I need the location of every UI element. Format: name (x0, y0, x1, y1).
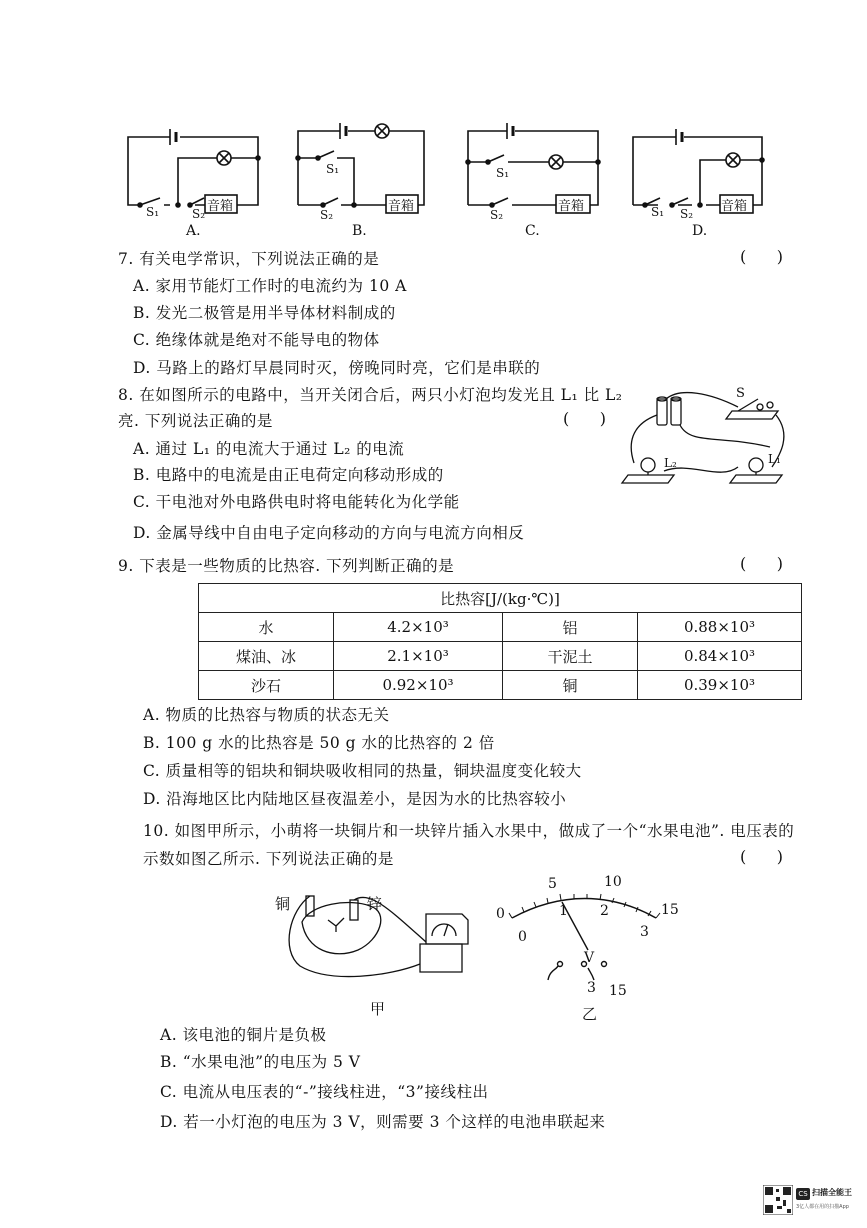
q8-option-a: A. 通过 L₁ 的电流大于通过 L₂ 的电流 (133, 440, 405, 458)
q7-option-d: D. 马路上的路灯早晨同时灭，傍晚同时亮，它们是串联的 (133, 359, 541, 377)
table-cell: 沙石 (199, 671, 334, 700)
q9-stem: 9. 下表是一些物质的比热容. 下列判断正确的是 (118, 557, 455, 575)
table-row (199, 613, 802, 642)
table-header: 比热容[J/(kg·℃)] (199, 584, 802, 613)
table-cell: 煤油、冰 (199, 642, 334, 671)
outer-scale-5: 5 (548, 876, 557, 892)
figure-jia-caption: 甲 (370, 1000, 386, 1018)
circuit-a-s2-label: S₂ (192, 207, 206, 221)
q7-stem: 7. 有关电学常识，下列说法正确的是 (118, 250, 380, 268)
circuit-c-s1-label: S₁ (496, 166, 510, 180)
q7-option-a: A. 家用节能灯工作时的电流约为 10 A (133, 277, 407, 295)
circuit-b-s2-label: S₂ (320, 208, 334, 222)
q7-option-c: C. 绝缘体就是绝对不能导电的物体 (133, 331, 380, 349)
q10-option-d: D. 若一小灯泡的电压为 3 V，则需要 3 个这样的电池串联起来 (160, 1113, 606, 1131)
q9-option-d: D. 沿海地区比内陆地区昼夜温差小，是因为水的比热容较小 (143, 790, 567, 808)
table-cell: 4.2×10³ (334, 613, 503, 642)
outer-scale-0: 0 (496, 906, 505, 922)
voltmeter-unit-label: V (584, 950, 595, 966)
q7-answer-paren: ( ) (740, 247, 783, 266)
circuit-a-label: A. (186, 223, 201, 239)
qr-code-icon (763, 1185, 793, 1215)
table-cell: 0.88×10³ (638, 613, 802, 642)
q7-option-b: B. 发光二极管是用半导体材料制成的 (133, 304, 396, 322)
q8-circuit-picture (620, 385, 790, 495)
circuit-d-s1-label: S₁ (651, 205, 665, 219)
table-cell: 2.1×10³ (334, 642, 503, 671)
q8-stem-line2: 亮. 下列说法正确的是 (118, 412, 273, 430)
q10-option-c: C. 电流从电压表的“-”接线柱进，“3”接线柱出 (160, 1083, 489, 1101)
circuit-d-speaker-label: 音箱 (721, 199, 748, 214)
table-cell: 干泥土 (503, 642, 638, 671)
circuit-b-speaker-label: 音箱 (388, 199, 415, 214)
circuit-c-label: C. (525, 223, 540, 239)
circuit-c-speaker-label: 音箱 (558, 199, 585, 214)
q8-lamp2-label: L₂ (664, 456, 677, 470)
q9-answer-paren: ( ) (740, 554, 783, 573)
table-cell: 0.39×10³ (638, 671, 802, 700)
outer-scale-10: 10 (604, 874, 622, 890)
scanner-subtitle: 3亿人都在用的扫描App (796, 1204, 849, 1210)
copper-label: 铜 (275, 895, 291, 913)
q10-option-a: A. 该电池的铜片是负极 (160, 1026, 327, 1044)
q8-option-c: C. 干电池对外电路供电时将电能转化为化学能 (133, 493, 460, 511)
q8-stem-line1: 8. 在如图所示的电路中，当开关闭合后，两只小灯泡均发光且 L₁ 比 L₂ (118, 386, 623, 404)
q10-stem-line2: 示数如图乙所示. 下列说法正确的是 (143, 850, 394, 868)
table-cell: 水 (199, 613, 334, 642)
table-header-row (199, 584, 802, 613)
inner-scale-3: 3 (640, 924, 649, 940)
specific-heat-table (198, 583, 802, 700)
voltmeter-dial-figure (500, 880, 700, 1010)
circuit-c-s2-label: S₂ (490, 208, 504, 222)
q8-option-d: D. 金属导线中自由电子定向移动的方向与电流方向相反 (133, 524, 525, 542)
table-cell: 铜 (503, 671, 638, 700)
q9-option-b: B. 100 g 水的比热容是 50 g 水的比热容的 2 倍 (143, 734, 495, 752)
circuit-b-label: B. (352, 223, 367, 239)
q10-stem-line1: 10. 如图甲所示，小萌将一块铜片和一块锌片插入水果中，做成了一个“水果电池”. 电压表的 (143, 822, 795, 840)
table-row (199, 671, 802, 700)
outer-scale-15: 15 (661, 902, 679, 918)
circuit-a-s1-label: S₁ (146, 205, 160, 219)
circuit-d-label: D. (692, 223, 708, 239)
circuit-d-s2-label: S₂ (680, 207, 694, 221)
table-cell: 铝 (503, 613, 638, 642)
table-cell: 0.92×10³ (334, 671, 503, 700)
q10-answer-paren: ( ) (740, 847, 783, 866)
circuit-a (128, 129, 260, 213)
zinc-label: 锌 (367, 895, 383, 913)
figure-yi-caption: 乙 (582, 1005, 598, 1023)
terminal-3-label: 3 (587, 980, 596, 996)
q10-option-b: B. “水果电池”的电压为 5 V (160, 1053, 361, 1071)
table-row (199, 642, 802, 671)
circuit-a-speaker-label: 音箱 (207, 199, 234, 214)
q9-option-c: C. 质量相等的铝块和铜块吸收相同的热量，铜块温度变化较大 (143, 762, 582, 780)
q8-lamp1-label: L₁ (768, 452, 781, 466)
inner-scale-0: 0 (518, 929, 527, 945)
scanner-watermark (763, 1183, 861, 1219)
scanner-title: 扫描全能王 (812, 1188, 852, 1197)
q8-option-b: B. 电路中的电流是由正电荷定向移动形成的 (133, 466, 444, 484)
cs-logo-icon: CS (796, 1188, 810, 1200)
inner-scale-1: 1 (559, 903, 568, 919)
terminal-15-label: 15 (609, 983, 627, 999)
inner-scale-2: 2 (600, 903, 609, 919)
table-cell: 0.84×10³ (638, 642, 802, 671)
q8-answer-paren: ( ) (563, 409, 606, 428)
q9-option-a: A. 物质的比热容与物质的状态无关 (143, 706, 390, 724)
q8-switch-label: S (736, 386, 745, 401)
circuit-b-s1-label: S₁ (326, 162, 340, 176)
